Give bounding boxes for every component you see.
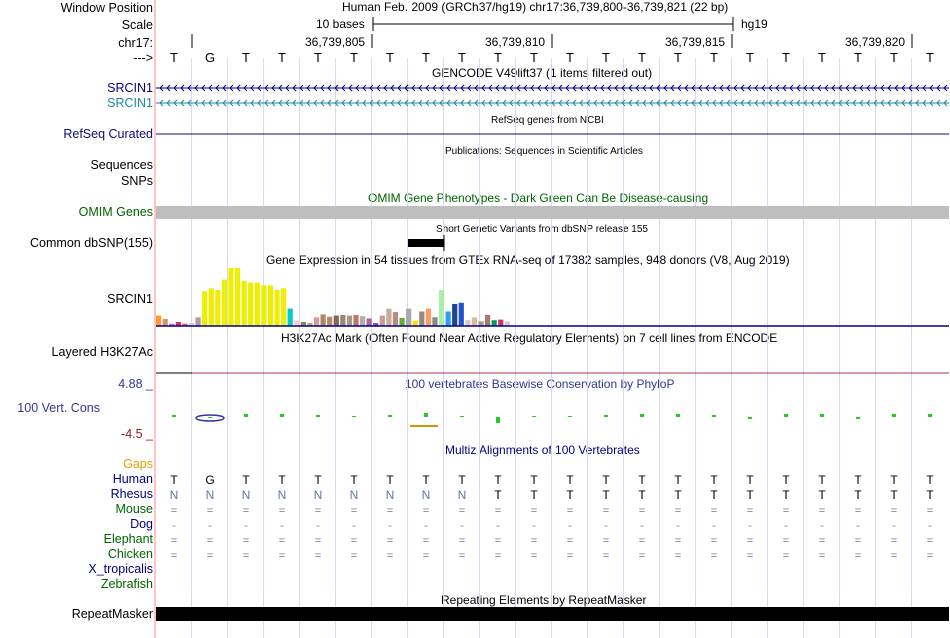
alignment-char: =: [854, 535, 862, 547]
scale-label: Scale: [121, 18, 153, 32]
track-label-h3k27ac[interactable]: Layered H3K27Ac: [51, 345, 153, 359]
track-label-gencode-1[interactable]: SRCIN1: [107, 81, 153, 95]
sequence-base: T: [494, 50, 502, 65]
gtex-tissue-bar[interactable]: [439, 290, 444, 326]
alignment-char: T: [170, 473, 178, 487]
gtex-tissue-bar[interactable]: [432, 317, 437, 326]
alignment-char: =: [350, 550, 358, 562]
alignment-char: -: [172, 520, 176, 532]
sequence-base: T: [890, 50, 898, 65]
gtex-bar-chart: [156, 268, 510, 326]
track-label-phylop[interactable]: 100 Vert. Cons: [17, 401, 100, 415]
alignment-char: =: [818, 505, 826, 517]
gtex-tissue-bar[interactable]: [399, 318, 404, 326]
alignment-char: -: [460, 520, 464, 532]
alignment-char: T: [782, 473, 790, 487]
gtex-tissue-bar[interactable]: [156, 316, 161, 326]
track-label-repeatmasker[interactable]: RepeatMasker: [71, 607, 153, 621]
gtex-tissue-bar[interactable]: [268, 285, 273, 326]
phylop-bar: [532, 416, 536, 417]
sequence-base: T: [818, 50, 826, 65]
gtex-tissue-bar[interactable]: [202, 291, 207, 326]
alignment-char: T: [530, 488, 538, 502]
gtex-tissue-bar[interactable]: [386, 309, 391, 326]
alignment-char: =: [458, 550, 466, 562]
alignment-char: T: [530, 473, 538, 487]
gtex-tissue-bar[interactable]: [288, 309, 293, 326]
alignment-char: =: [746, 505, 754, 517]
gtex-tissue-bar[interactable]: [321, 314, 326, 326]
alignment-char: T: [890, 488, 898, 502]
alignment-char: T: [494, 473, 502, 487]
alignment-char: -: [784, 520, 788, 532]
alignment-char: =: [422, 505, 430, 517]
phylop-bar: [784, 414, 788, 417]
alignment-char: -: [640, 520, 644, 532]
phylop-bar: [676, 414, 680, 417]
alignment-char: =: [638, 550, 646, 562]
alignment-char: =: [170, 505, 178, 517]
alignment-char: T: [854, 473, 862, 487]
alignment-char: T: [602, 488, 610, 502]
gtex-tissue-bar[interactable]: [209, 288, 214, 326]
alignment-char: N: [241, 488, 251, 502]
phylop-bar: [892, 414, 896, 417]
phylop-min-label: -4.5 _: [121, 427, 153, 441]
alignment-char: -: [244, 520, 248, 532]
sequence-base: T: [386, 50, 394, 65]
phylop-bar: [820, 414, 824, 417]
alignment-char: T: [746, 488, 754, 502]
phylop-bar: [208, 417, 212, 418]
gtex-tissue-bar[interactable]: [327, 317, 332, 326]
alignment-char: =: [530, 550, 538, 562]
alignment-char: =: [782, 550, 790, 562]
species-label-dog: Dog: [130, 517, 153, 531]
track-label-pubs-sequences[interactable]: Sequences: [90, 158, 153, 172]
phylop-max-label: 4.88 _: [118, 377, 153, 391]
gtex-track-title: Gene Expression in 54 tissues from GTEx RNA-seq of 17382 samples, 948 donors (V8, Aug 2019): [266, 253, 790, 267]
sequence-base: T: [710, 50, 718, 65]
gtex-tissue-bar[interactable]: [242, 281, 247, 326]
assembly-position-title: Human Feb. 2009 (GRCh37/hg19) chr17:36,739,800-36,739,821 (22 bp): [342, 0, 729, 14]
gtex-tissue-bar[interactable]: [255, 283, 260, 327]
sequence-base: T: [674, 50, 682, 65]
gtex-tissue-bar[interactable]: [228, 268, 233, 326]
alignment-char: =: [602, 505, 610, 517]
alignment-char: =: [710, 505, 718, 517]
gtex-tissue-bar[interactable]: [367, 318, 372, 326]
track-label-gtex[interactable]: SRCIN1: [107, 292, 153, 306]
repeatmasker-element: [156, 607, 949, 621]
alignment-char: =: [674, 505, 682, 517]
strand-arrow-label: --->: [133, 51, 153, 65]
alignment-char: -: [604, 520, 608, 532]
sequence-base: T: [782, 50, 790, 65]
sequence-base: G: [204, 50, 216, 65]
phylop-bar: [928, 414, 932, 417]
alignment-char: =: [530, 505, 538, 517]
gtex-tissue-bar[interactable]: [163, 319, 168, 326]
track-label-omim[interactable]: OMIM Genes: [78, 205, 153, 219]
alignment-char: -: [856, 520, 860, 532]
refseq-track-title: RefSeq genes from NCBI: [491, 115, 604, 126]
sequence-base: T: [530, 50, 538, 65]
alignment-char: -: [388, 520, 392, 532]
phylop-bar: [640, 414, 644, 417]
sequence-base: T: [314, 50, 322, 65]
alignment-char: =: [314, 535, 322, 547]
phylop-bar: [496, 417, 500, 423]
alignment-char: N: [457, 488, 467, 502]
alignment-char: T: [422, 473, 430, 487]
alignment-char: -: [748, 520, 752, 532]
gtex-tissue-bar[interactable]: [195, 317, 200, 326]
species-label-x-tropicalis: X_tropicalis: [88, 562, 153, 576]
alignment-char: =: [566, 505, 574, 517]
alignment-char: T: [638, 473, 646, 487]
alignment-char: =: [818, 535, 826, 547]
alignment-char: =: [746, 535, 754, 547]
alignment-char: =: [890, 550, 898, 562]
alignment-char: N: [313, 488, 323, 502]
omim-track-title: OMIM Gene Phenotypes - Dark Green Can Be Disease-causing: [368, 191, 709, 205]
alignment-char: =: [170, 535, 178, 547]
gtex-tissue-bar[interactable]: [406, 309, 411, 326]
sequence-base: T: [350, 50, 358, 65]
alignment-char: T: [314, 473, 322, 487]
alignment-char: =: [782, 535, 790, 547]
alignment-char: =: [746, 550, 754, 562]
gtex-tissue-bar[interactable]: [465, 320, 470, 326]
gtex-tissue-bar[interactable]: [485, 315, 490, 326]
alignment-char: T: [926, 473, 934, 487]
alignment-char: -: [532, 520, 536, 532]
pubs-track-title: Publications: Sequences in Scientific Articles: [445, 146, 643, 157]
sequence-base: T: [854, 50, 862, 65]
gtex-tissue-bar[interactable]: [281, 288, 286, 326]
alignment-char: -: [424, 520, 428, 532]
alignment-char: -: [316, 520, 320, 532]
alignment-char: T: [674, 488, 682, 502]
alignment-char: =: [314, 505, 322, 517]
track-label-gaps: Gaps: [123, 457, 153, 471]
alignment-char: T: [746, 473, 754, 487]
gtex-tissue-bar[interactable]: [353, 315, 358, 326]
alignment-char: T: [782, 488, 790, 502]
alignment-char: =: [386, 505, 394, 517]
alignment-char: T: [350, 473, 358, 487]
sequence-bases: [170, 50, 934, 65]
gtex-tissue-bar[interactable]: [274, 290, 279, 326]
track-label-dbsnp[interactable]: Common dbSNP(155): [30, 236, 153, 250]
alignment-char: =: [386, 535, 394, 547]
alignment-char: =: [602, 550, 610, 562]
alignment-char: =: [602, 535, 610, 547]
alignment-char: -: [676, 520, 680, 532]
alignment-char: =: [458, 505, 466, 517]
alignment-char: =: [926, 505, 934, 517]
gtex-tissue-bar[interactable]: [314, 317, 319, 326]
gtex-tissue-bar[interactable]: [215, 290, 220, 326]
species-label-zebrafish: Zebrafish: [100, 577, 153, 591]
alignment-char: T: [818, 473, 826, 487]
sequence-base: T: [602, 50, 610, 65]
alignment-char: =: [638, 535, 646, 547]
window-position-label: Window Position: [60, 1, 153, 15]
phylop-bar: [424, 413, 428, 417]
gtex-tissue-bar[interactable]: [459, 303, 464, 326]
alignment-char: N: [385, 488, 395, 502]
alignment-char: =: [926, 535, 934, 547]
gtex-tissue-bar[interactable]: [413, 321, 418, 326]
alignment-char: T: [710, 473, 718, 487]
alignment-char: T: [566, 488, 574, 502]
alignment-char: =: [278, 550, 286, 562]
sequence-base: T: [242, 50, 250, 65]
gtex-tissue-bar[interactable]: [498, 320, 503, 326]
alignment-char: T: [494, 488, 502, 502]
alignment-char: =: [170, 550, 178, 562]
ruler-coord-4: 36,739,820: [845, 35, 906, 49]
sequence-base: T: [926, 50, 934, 65]
alignment-char: =: [710, 550, 718, 562]
alignment-char: T: [278, 473, 286, 487]
gtex-tissue-bar[interactable]: [235, 268, 240, 326]
ruler-coord-3: 36,739,815: [665, 35, 726, 49]
phylop-bar: [280, 414, 284, 417]
sequence-base: T: [638, 50, 646, 65]
alignment-char: -: [208, 520, 212, 532]
alignment-char: =: [242, 535, 250, 547]
alignment-char: N: [421, 488, 431, 502]
alignment-char: =: [206, 505, 214, 517]
gtex-tissue-bar[interactable]: [492, 320, 497, 326]
alignment-char: =: [710, 535, 718, 547]
scale-bar-db: hg19: [741, 17, 768, 31]
gtex-tissue-bar[interactable]: [419, 312, 424, 327]
species-label-elephant: Elephant: [103, 532, 153, 546]
alignment-char: N: [277, 488, 287, 502]
alignment-char: =: [926, 550, 934, 562]
alignment-char: T: [458, 473, 466, 487]
species-label-mouse: Mouse: [115, 502, 153, 516]
track-label-pubs-snps[interactable]: SNPs: [121, 174, 153, 188]
alignment-char: =: [854, 550, 862, 562]
alignment-char: -: [496, 520, 500, 532]
sequence-base: T: [170, 50, 178, 65]
dbsnp-track-title: Short Genetic Variants from dbSNP release 155: [436, 224, 648, 235]
species-label-chicken: Chicken: [107, 547, 153, 561]
sequence-base: T: [278, 50, 286, 65]
alignment-char: =: [314, 550, 322, 562]
gtex-tissue-bar[interactable]: [347, 316, 352, 326]
alignment-char: T: [638, 488, 646, 502]
alignment-char: =: [566, 535, 574, 547]
alignment-char: =: [350, 505, 358, 517]
phylop-bar: [388, 415, 392, 417]
gtex-tissue-bar[interactable]: [222, 280, 227, 326]
gtex-tissue-bar[interactable]: [380, 316, 385, 326]
alignment-char: T: [710, 488, 718, 502]
alignment-char: =: [494, 505, 502, 517]
alignment-char: =: [386, 550, 394, 562]
alignment-char: T: [242, 473, 250, 487]
alignment-char: =: [674, 550, 682, 562]
gtex-tissue-bar[interactable]: [472, 317, 477, 326]
sequence-base: T: [566, 50, 574, 65]
species-label-human: Human: [112, 472, 153, 486]
phylop-bar: [748, 417, 752, 419]
track-label-refseq[interactable]: RefSeq Curated: [63, 127, 153, 141]
alignment-char: =: [530, 535, 538, 547]
alignment-char: T: [890, 473, 898, 487]
alignment-char: T: [602, 473, 610, 487]
gtex-tissue-bar[interactable]: [446, 312, 451, 327]
alignment-char: T: [566, 473, 574, 487]
alignment-char: G: [205, 473, 215, 487]
alignment-char: T: [926, 488, 934, 502]
chromosome-label: chr17:: [118, 36, 153, 50]
phylop-bar: [856, 417, 860, 419]
alignment-char: =: [206, 535, 214, 547]
gtex-tissue-bar[interactable]: [294, 320, 299, 326]
alignment-char: T: [674, 473, 682, 487]
gtex-tissue-bar[interactable]: [261, 285, 266, 326]
gtex-tissue-bar[interactable]: [360, 316, 365, 326]
gencode-gene-srcin1-2: [156, 100, 949, 106]
h3k27ac-track-title: H3K27Ac Mark (Often Found Near Active Regulatory Elements) on 7 cell lines from ENCODE: [281, 331, 778, 345]
repeatmasker-track-title: Repeating Elements by RepeatMasker: [441, 593, 647, 607]
alignment-char: -: [280, 520, 284, 532]
alignment-char: N: [205, 488, 215, 502]
alignment-char: -: [928, 520, 932, 532]
alignment-char: =: [242, 550, 250, 562]
alignment-char: -: [820, 520, 824, 532]
phylop-bar: [172, 415, 176, 417]
track-label-gencode-2[interactable]: SRCIN1: [107, 96, 153, 110]
alignment-char: =: [854, 505, 862, 517]
base-grid-lines: [192, 58, 912, 638]
gencode-gene-srcin1-1: [156, 85, 949, 91]
species-label-rhesus: Rhesus: [110, 487, 153, 501]
alignment-char: =: [422, 535, 430, 547]
alignment-char: =: [782, 505, 790, 517]
alignment-char: =: [674, 535, 682, 547]
alignment-char: =: [566, 550, 574, 562]
alignment-char: =: [278, 535, 286, 547]
alignment-char: =: [890, 505, 898, 517]
ruler-coord-1: 36,739,805: [305, 35, 366, 49]
alignment-char: =: [350, 535, 358, 547]
sequence-base: T: [746, 50, 754, 65]
alignment-char: -: [712, 520, 716, 532]
alignment-char: T: [386, 473, 394, 487]
phylop-track-title: 100 vertebrates Basewise Conservation by PhyloP: [405, 377, 675, 391]
gtex-tissue-bar[interactable]: [340, 315, 345, 326]
alignment-char: =: [206, 550, 214, 562]
multiz-track-title: Multiz Alignments of 100 Vertebrates: [445, 443, 640, 457]
phylop-bar: [604, 415, 608, 417]
omim-gene-bar: [156, 206, 949, 219]
phylop-bar: [244, 414, 248, 417]
alignment-char: =: [494, 535, 502, 547]
alignment-char: N: [169, 488, 179, 502]
alignment-char: =: [890, 535, 898, 547]
dbsnp-variant: [408, 239, 444, 247]
gtex-tissue-bar[interactable]: [248, 283, 253, 327]
sequence-base: T: [458, 50, 466, 65]
gtex-tissue-bar[interactable]: [334, 316, 339, 326]
phylop-bar: [352, 416, 356, 417]
ruler-coord-2: 36,739,810: [485, 35, 546, 49]
alignment-char: =: [278, 505, 286, 517]
alignment-char: =: [818, 550, 826, 562]
alignment-char: -: [892, 520, 896, 532]
alignment-char: T: [854, 488, 862, 502]
sequence-base: T: [422, 50, 430, 65]
phylop-bar: [568, 416, 572, 417]
gtex-tissue-bar[interactable]: [452, 304, 457, 326]
alignment-char: =: [638, 505, 646, 517]
alignment-char: T: [818, 488, 826, 502]
alignment-char: -: [352, 520, 356, 532]
alignment-char: =: [494, 550, 502, 562]
phylop-bar: [712, 415, 716, 417]
phylop-bar: [460, 416, 464, 417]
phylop-bar: [316, 415, 320, 417]
gencode-track-title: GENCODE V49lift37 (1 items filtered out): [432, 66, 653, 80]
alignment-char: =: [458, 535, 466, 547]
gtex-tissue-bar[interactable]: [393, 312, 398, 326]
alignment-char: -: [568, 520, 572, 532]
alignment-char: =: [242, 505, 250, 517]
scale-bar-text: 10 bases: [316, 17, 365, 31]
alignment-char: =: [422, 550, 430, 562]
gtex-tissue-bar[interactable]: [426, 309, 431, 326]
alignment-char: N: [349, 488, 359, 502]
